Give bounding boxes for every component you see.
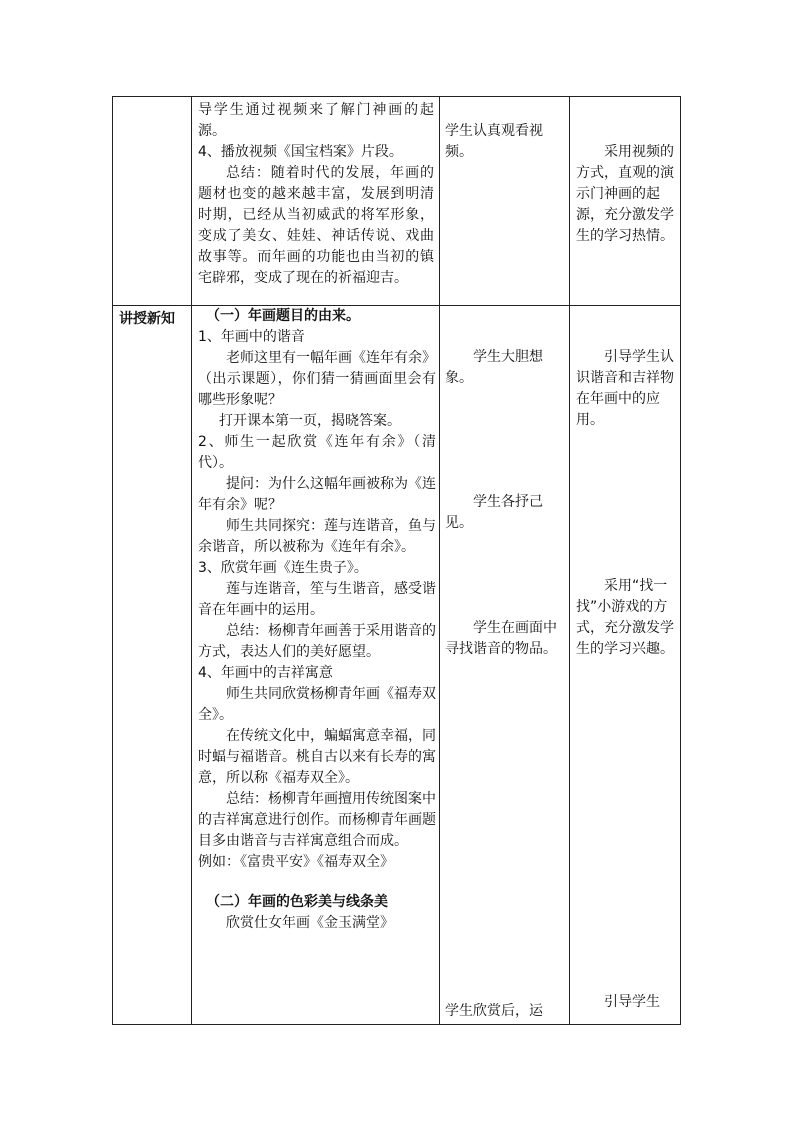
- column-divider: [439, 96, 440, 1025]
- row1-paragraph: 导学生通过视频来了解门神画的起源。: [198, 102, 434, 139]
- content-paragraph: 师生共同探究：莲与连谐音，鱼与余谐音，所以被称为《连年有余》。: [198, 518, 436, 555]
- content-paragraph: 总结：杨柳青年画善于采用谐音的方式，表达人们的美好愿望。: [198, 623, 436, 660]
- row2-student-text: 学生各抒己见。: [445, 494, 543, 531]
- row1-student-text: 学生认真观看视频。: [445, 123, 543, 160]
- row2-intent-text: 引导学生: [604, 994, 660, 1010]
- table-border-bottom: [112, 1024, 681, 1025]
- column-divider: [191, 96, 192, 1025]
- row2-content-cell: [198, 306, 436, 934]
- row2-intent-text: 引导学生认识谐音和吉祥物在年画中的应用。: [576, 349, 674, 428]
- row2-student-text: 学生欣赏后，运: [445, 1003, 543, 1019]
- row1-intent-text: 采用视频的方式，直观的演示门神画的起源，充分激发学生的学习热情。: [576, 144, 674, 244]
- row2-student-text: 学生在画面中寻找谐音的物品。: [445, 620, 557, 657]
- column-divider: [569, 96, 570, 1025]
- content-paragraph: 在传统文化中，蝙蝠寓意幸福，同时蝠与福谐音。桃自古以来有长寿的寓意，所以称《福寿双全》。: [198, 728, 436, 786]
- subsection-heading: 4、年画中的吉祥寓意: [198, 665, 333, 681]
- table-border-left: [112, 96, 113, 1025]
- row1-summary: 总结：随着时代的发展，年画的题材也变的越来越丰富，发展到明清时期，已经从当初威武的将军形象，变成了美女、娃娃、神话传说、戏曲故事等。而年画的功能也由当初的镇宅辟邪，变成了现在的祈福迎吉。: [198, 165, 434, 286]
- stage-label: 讲授新知: [119, 311, 175, 327]
- content-paragraph: 提问：为什么这幅年画被称为《连年有余》呢？: [198, 476, 436, 513]
- table-border-right: [680, 96, 681, 1025]
- section-heading: （二）年画的色彩美与线条美: [206, 894, 388, 910]
- row1-student-cell: [445, 121, 564, 163]
- content-paragraph: 师生共同欣赏杨柳青年画《福寿双全》。: [198, 686, 436, 723]
- content-paragraph: 例如：《富贵平安》《福寿双全》: [198, 854, 394, 870]
- row1-intent-cell: [576, 142, 676, 247]
- content-paragraph: 总结：杨柳青年画擅用传统图案中的吉祥寓意进行创作。而杨柳青年画题目多由谐音与吉祥寓意组合而成。: [198, 791, 436, 849]
- content-paragraph: 欣赏仕女年画《金玉满堂》: [226, 915, 394, 931]
- row2-student-text: 学生大胆想象。: [445, 349, 543, 386]
- content-paragraph: 老师这里有一幅年画《连年有余》（出示课题），你们猜一猜画面里会有哪些形象呢？: [198, 350, 436, 408]
- row1-paragraph: 4、播放视频《国宝档案》片段。: [198, 144, 403, 160]
- section-heading: （一）年画题目的由来。: [206, 308, 360, 324]
- subsection-heading: 3、欣赏年画《连生贵子》。: [198, 560, 368, 576]
- subsection-heading: 1、年画中的谐音: [198, 329, 305, 345]
- subsection-heading: 2、师生一起欣赏《连年有余》（清代）。: [198, 434, 436, 471]
- row2-intent-text: 采用“找一找”小游戏的方式，充分激发学生的学习兴趣。: [576, 578, 674, 657]
- content-paragraph: 打开课本第一页，揭晓答案。: [219, 413, 401, 429]
- content-paragraph: 莲与连谐音，笙与生谐音，感受谐音在年画中的运用。: [198, 581, 436, 618]
- row1-content-cell: [198, 100, 434, 289]
- table-border-top: [112, 96, 681, 97]
